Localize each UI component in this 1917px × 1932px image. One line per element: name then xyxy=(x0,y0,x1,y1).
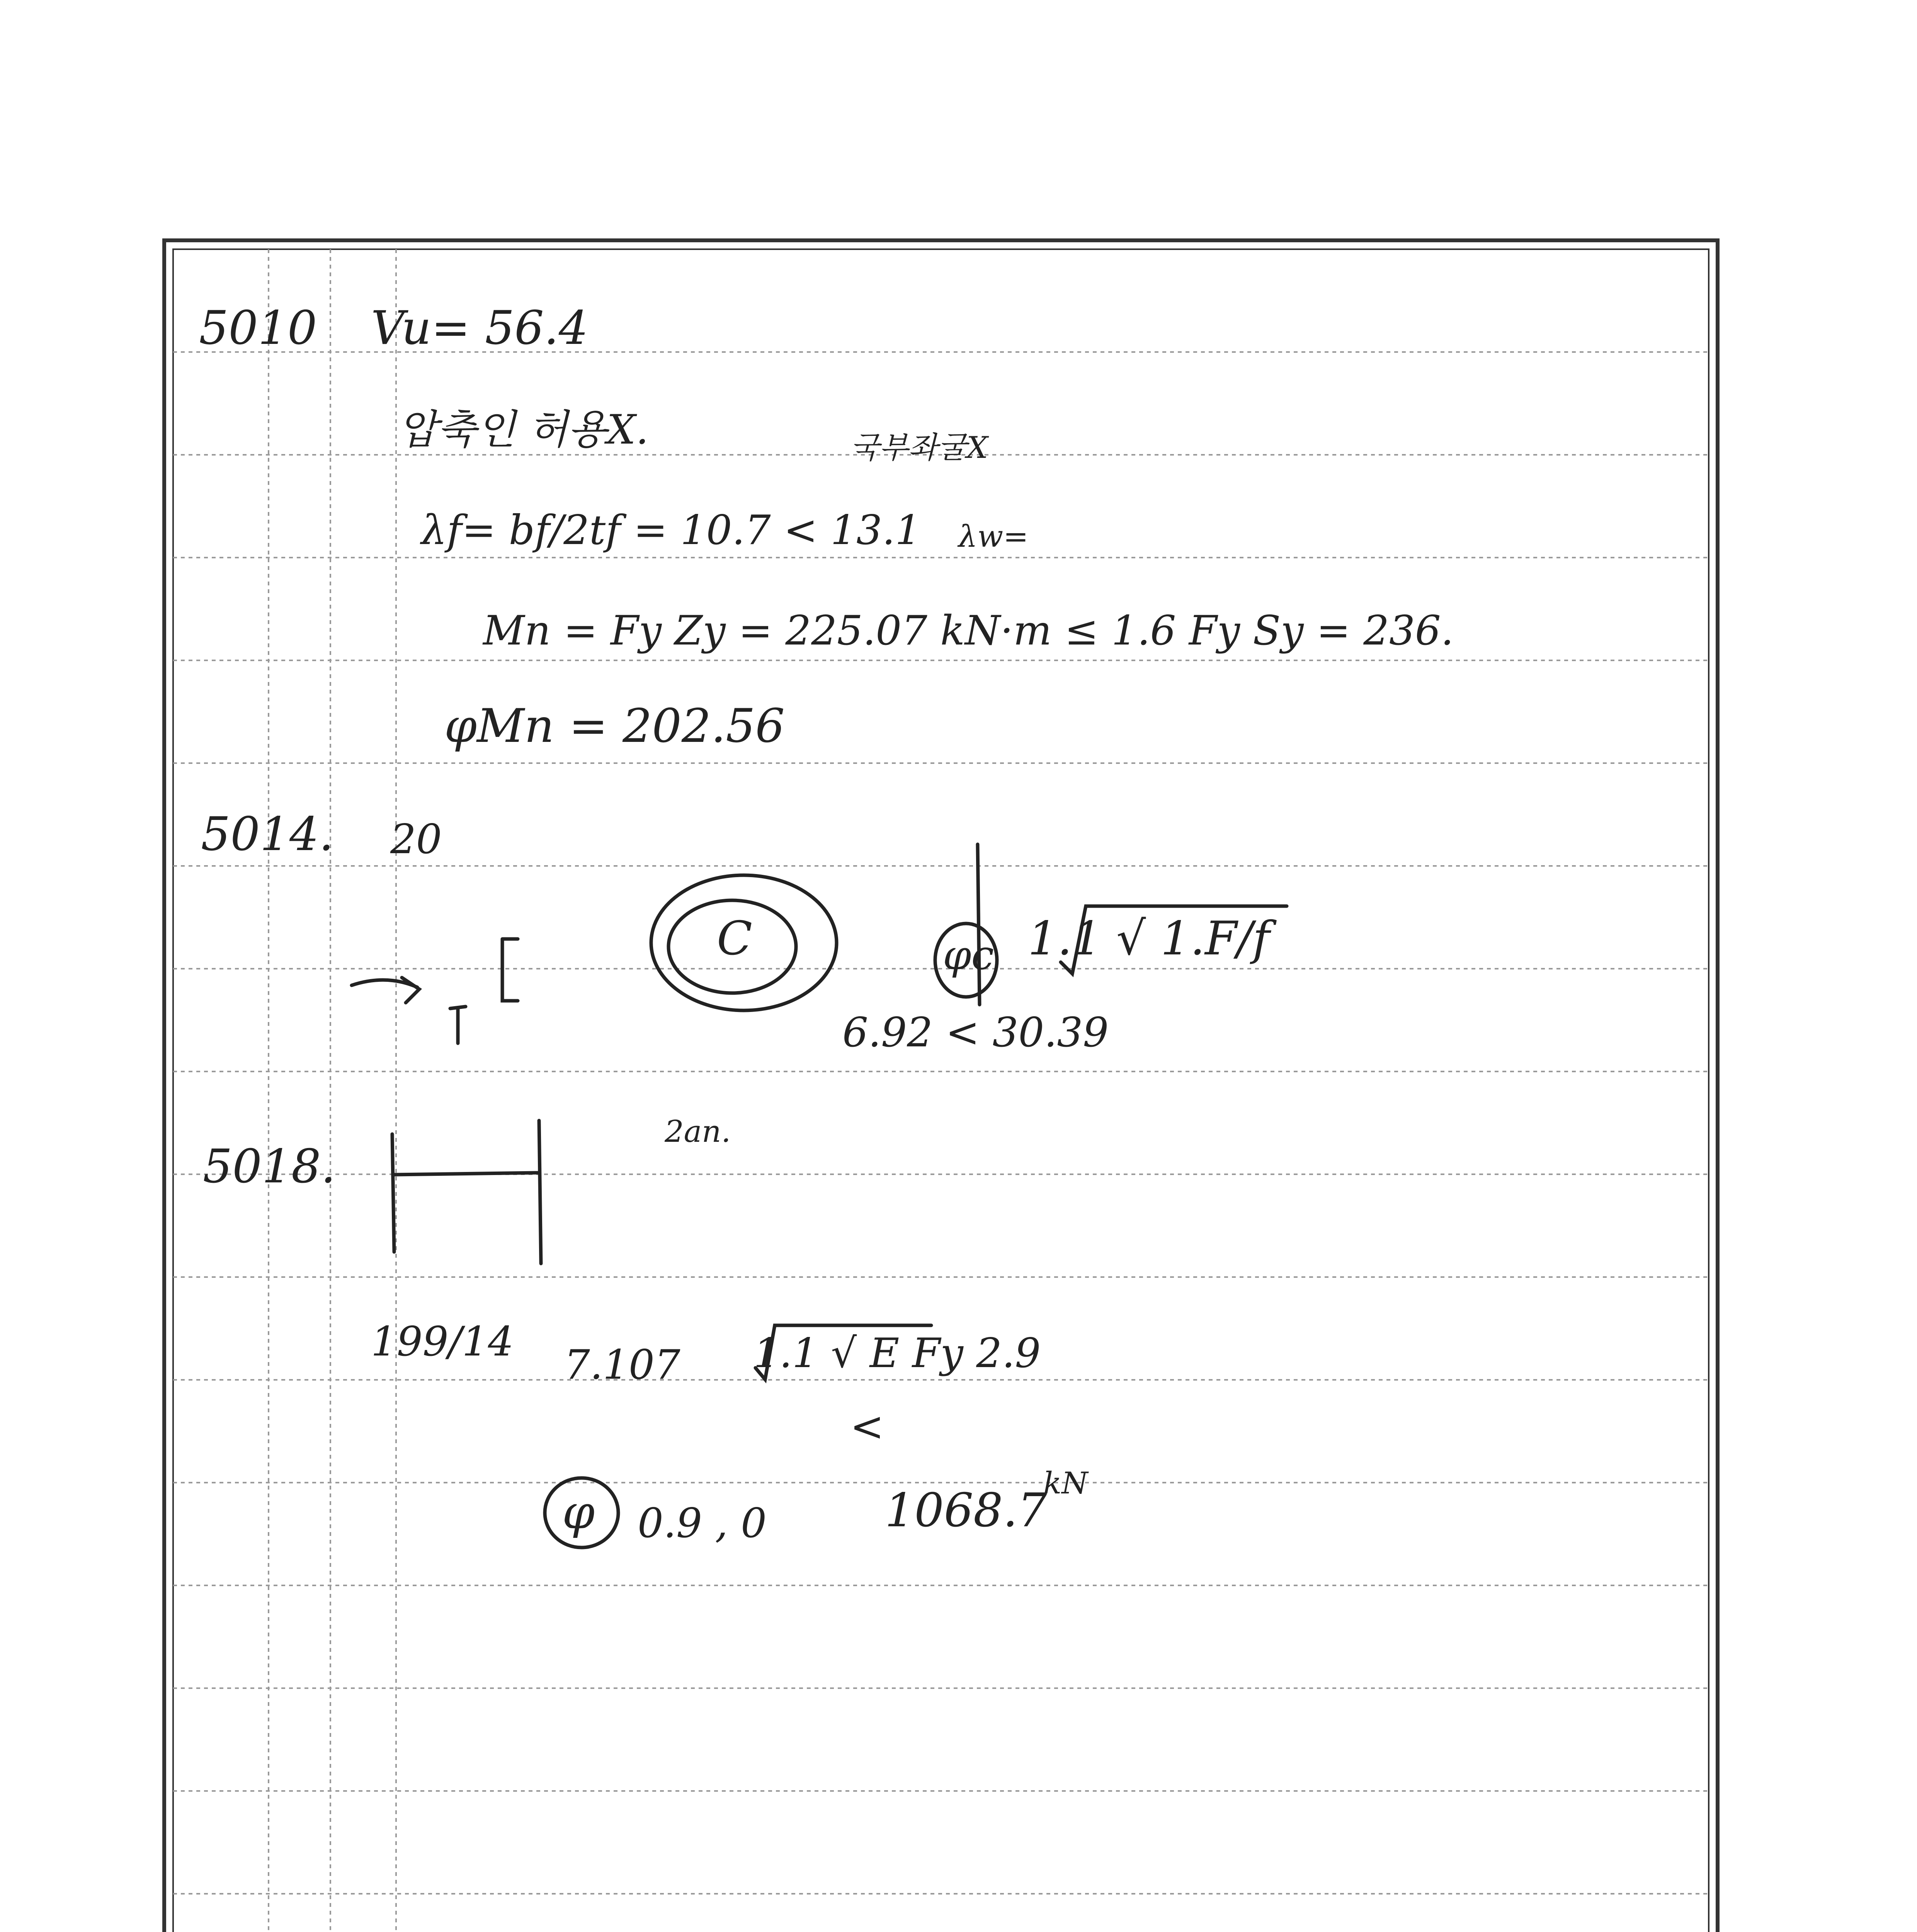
note-line: 1068.7 xyxy=(885,1484,1047,1537)
note-line: 국부좌굴X xyxy=(850,430,988,465)
note-line: φc xyxy=(943,932,994,979)
tee-sketch xyxy=(450,1007,466,1043)
note-line: 압축인 허용X. xyxy=(398,406,649,453)
note-line: < xyxy=(850,1403,884,1450)
note-line: λf= bf/2tf = 10.7 < 13.1 xyxy=(421,507,921,554)
question-number: 5010 xyxy=(199,301,317,355)
arrow-sketch xyxy=(352,978,419,1003)
note-line: Vu= 56.4 xyxy=(371,301,589,355)
note-line: 199/14 xyxy=(371,1318,514,1365)
note-line: 6.92 < 30.39 xyxy=(842,1009,1109,1056)
note-line: kN xyxy=(1043,1466,1088,1501)
note-line: 1.1 √ E Fy 2.9 xyxy=(754,1330,1041,1377)
h-section-sketch xyxy=(392,1121,541,1264)
note-line: φ xyxy=(562,1486,595,1539)
note-line: C xyxy=(717,912,752,966)
question-number: 5014. xyxy=(201,808,334,861)
note-line: 2an. xyxy=(665,1114,731,1149)
note-line: 1.1 √ 1.F/f xyxy=(1028,912,1270,966)
note-line: φMn = 202.56 xyxy=(444,699,785,753)
bracket-sketch xyxy=(502,939,518,1001)
note-line: Mn = Fy Zy = 225.07 kN·m ≤ 1.6 Fy Sy = 236. xyxy=(483,607,1454,654)
note-line: 20 xyxy=(390,816,442,863)
note-line: 0.9 , 0 xyxy=(638,1500,767,1547)
question-number: 5018. xyxy=(203,1140,336,1194)
sheet-frame-outer xyxy=(164,240,1718,1932)
note-line: 7.107 xyxy=(564,1341,680,1388)
note-line: λw= xyxy=(958,519,1029,554)
sheet-frame-inner xyxy=(173,249,1709,1932)
ruled-lines xyxy=(173,352,1709,1932)
